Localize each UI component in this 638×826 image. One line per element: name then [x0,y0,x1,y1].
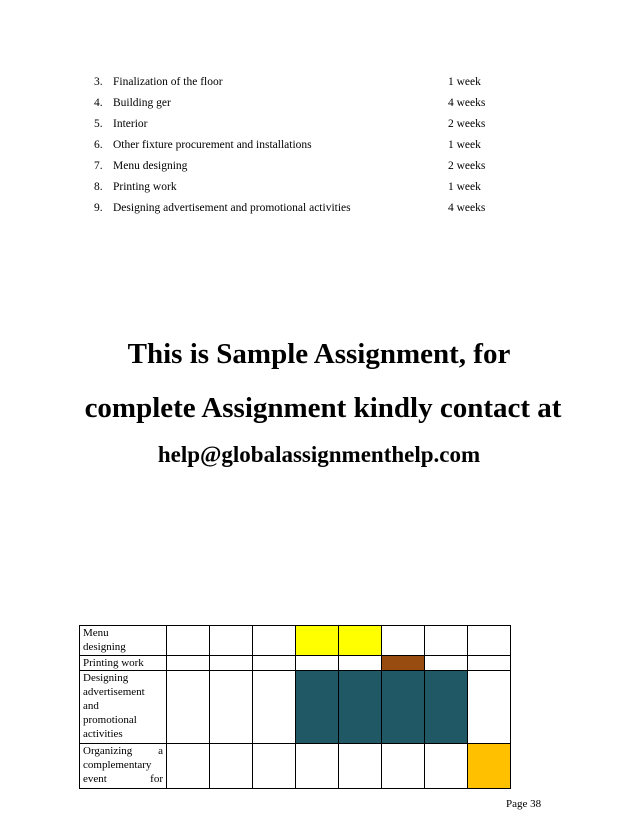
gantt-label-line: and [83,700,99,712]
gantt-bar-advertising [296,671,339,744]
gantt-row-designing-advertisement [80,671,511,744]
task-row [79,135,519,156]
task-name: Other fixture procurement and installations [113,139,312,151]
gantt-cell [296,656,339,671]
gantt-table [79,625,511,789]
gantt-cell [468,656,511,671]
task-duration: 1 week [448,76,481,88]
task-duration: 4 weeks [448,202,486,214]
gantt-cell [210,656,253,671]
task-number: 7. [94,160,103,172]
gantt-label-line: designing [83,641,126,653]
sample-banner-line-1: This is Sample Assignment, for [127,338,511,370]
task-name: Interior [113,118,148,130]
sample-banner-line-2: complete Assignment kindly contact at [84,392,562,424]
task-duration: 4 weeks [448,97,486,109]
task-duration: 2 weeks [448,160,486,172]
gantt-cell [167,671,210,744]
task-row [79,93,519,114]
task-name: Designing advertisement and promotional activities [113,202,351,214]
task-row [79,198,519,219]
gantt-bar-advertising [425,671,468,744]
task-name: Finalization of the floor [113,76,223,88]
gantt-cell [296,744,339,789]
gantt-bar-advertising [339,671,382,744]
gantt-cell [468,626,511,656]
gantt-bar-event [468,744,511,789]
task-duration: 1 week [448,139,481,151]
gantt-label-line: Organizing a [83,745,163,757]
gantt-cell [425,744,468,789]
gantt-row-organizing-event [80,744,511,789]
gantt-cell [382,626,425,656]
task-number: 8. [94,181,103,193]
gantt-cell [210,671,253,744]
gantt-cell [167,626,210,656]
gantt-cell [468,671,511,744]
gantt-cell [425,656,468,671]
task-number: 4. [94,97,103,109]
gantt-label-line: complementary [83,759,152,771]
task-duration: 2 weeks [448,118,486,130]
gantt-cell [167,656,210,671]
task-duration: 1 week [448,181,481,193]
gantt-cell [253,671,296,744]
page-number: Page 38 [506,798,542,810]
gantt-label-line: Designing [83,672,129,684]
task-row [79,177,519,198]
gantt-task-label [80,626,167,656]
gantt-label-line: Menu [83,627,109,639]
gantt-cell [425,626,468,656]
gantt-label-line: promotional [83,714,137,726]
task-number: 9. [94,202,103,214]
task-number: 6. [94,139,103,151]
gantt-label-line: Printing work [83,657,144,669]
task-list [79,72,519,219]
gantt-cell [382,744,425,789]
gantt-label-line: advertisement [83,686,145,698]
task-name: Menu designing [113,160,188,172]
gantt-cell [253,626,296,656]
gantt-row-printing-work [80,656,511,671]
task-row [79,114,519,135]
gantt-cell [210,744,253,789]
task-name: Building ger [113,97,171,109]
gantt-cell [210,626,253,656]
gantt-cell [167,744,210,789]
gantt-cell [253,656,296,671]
gantt-task-label [80,744,167,789]
gantt-cell [339,656,382,671]
task-row [79,156,519,177]
gantt-bar-menu [339,626,382,656]
contact-email[interactable]: help@globalassignmenthelp.com [157,442,481,467]
gantt-cell [339,744,382,789]
gantt-cell [253,744,296,789]
gantt-task-label [80,656,167,671]
task-number: 5. [94,118,103,130]
gantt-task-label [80,671,167,744]
gantt-bar-advertising [382,671,425,744]
task-number: 3. [94,76,103,88]
gantt-label-line: activities [83,728,123,740]
gantt-bar-menu [296,626,339,656]
task-name: Printing work [113,181,177,193]
gantt-bar-printing [382,656,425,671]
gantt-row-menu-designing [80,626,511,656]
gantt-label-line: event for [83,773,163,785]
task-row [79,72,519,93]
